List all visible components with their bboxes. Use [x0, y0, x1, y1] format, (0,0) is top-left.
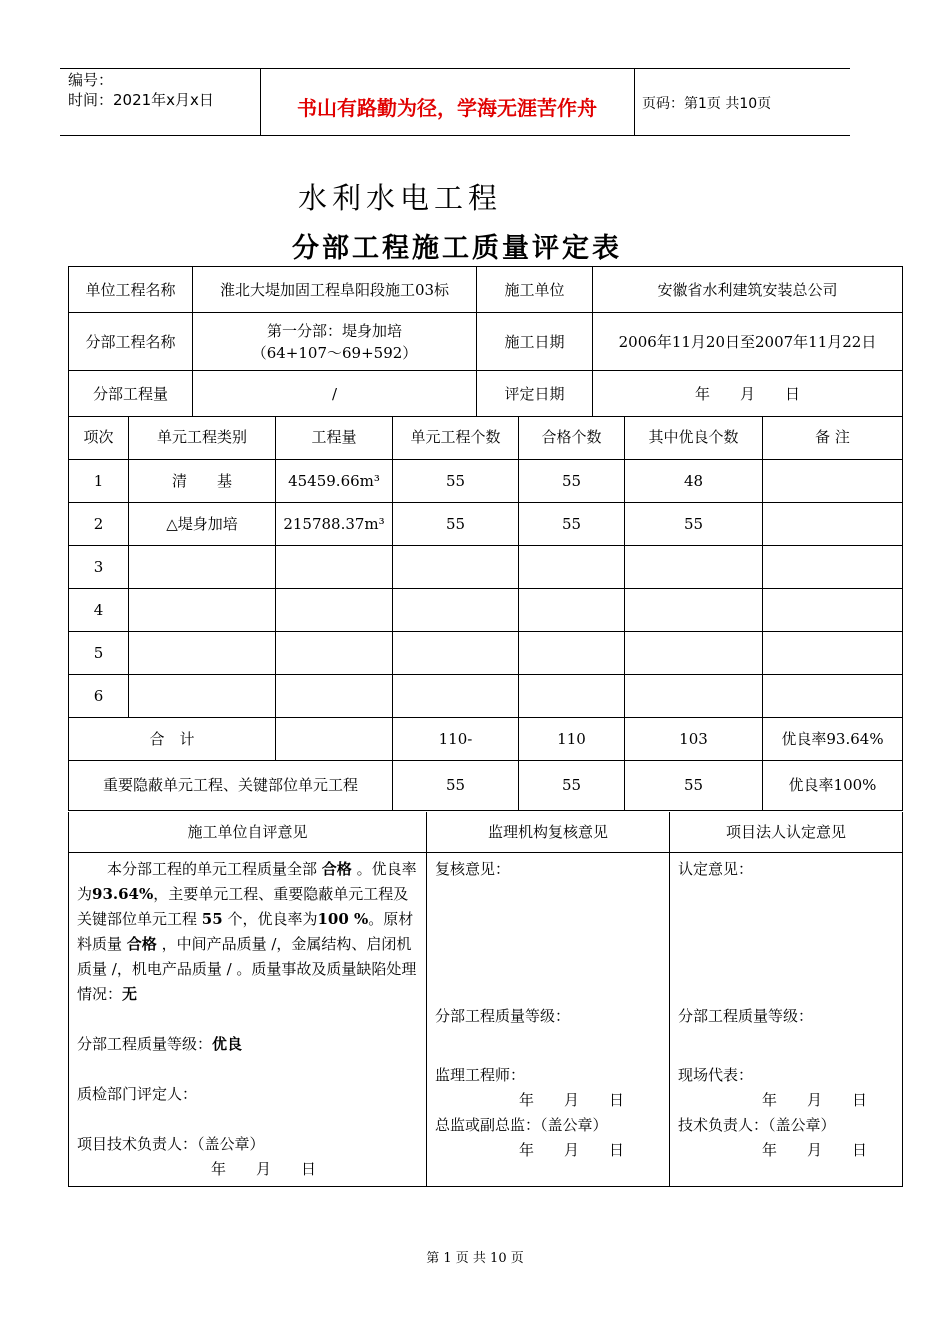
- cell: [763, 631, 903, 674]
- cell: 45459.66m³: [276, 459, 393, 502]
- total-label: 合 计: [69, 717, 276, 760]
- self-grade: 分部工程质量等级：优良: [77, 1034, 243, 1053]
- sub-name-line2: （64+107～69+592）: [251, 343, 418, 362]
- build-date-value: 2006年11月20日至2007年11月22日: [593, 313, 903, 371]
- contractor-label: 施工单位: [477, 267, 593, 313]
- supervision-title: 监理机构复核意见: [427, 812, 670, 852]
- cell: [129, 631, 276, 674]
- cell: [763, 674, 903, 717]
- sup-review: 复核意见：: [435, 859, 511, 878]
- sub-name-line1: 第一分部：堤身加培: [266, 321, 402, 340]
- sub-name-value: [193, 313, 477, 371]
- cell: 110: [519, 717, 625, 760]
- header-page-info: 页码：第1页 共10页: [642, 96, 772, 112]
- self-eval-title: 施工单位自评意见: [69, 812, 427, 852]
- col-header: 单元工程类别: [129, 416, 276, 459]
- cell: [276, 588, 393, 631]
- header-top-rule: [60, 68, 850, 69]
- cell: 110-: [393, 717, 519, 760]
- cell: 55: [519, 459, 625, 502]
- doc-title-line2: 分部工程施工质量评定表: [292, 233, 622, 264]
- col-header: 工程量: [276, 416, 393, 459]
- cell: 优良率93.64%: [763, 717, 903, 760]
- key-row: [69, 760, 903, 810]
- cell: 优良率100%: [763, 760, 903, 810]
- cell: 3: [69, 545, 129, 588]
- doc-title-line1: 水利水电工程: [298, 181, 503, 215]
- cell: [625, 545, 763, 588]
- cell: [625, 674, 763, 717]
- cell: [129, 545, 276, 588]
- owner-title: 项目法人认定意见: [670, 812, 903, 852]
- col-header: 备 注: [763, 416, 903, 459]
- cell: 215788.37m³: [276, 502, 393, 545]
- sup-date1: 年 月 日: [519, 1090, 625, 1109]
- cell: △堤身加培: [129, 502, 276, 545]
- sup-engineer: 监理工程师：: [435, 1065, 526, 1084]
- opinions-table: [68, 812, 903, 1187]
- cell: [625, 631, 763, 674]
- cell: [625, 588, 763, 631]
- own-rep: 现场代表：: [678, 1065, 754, 1084]
- cell: 1: [69, 459, 129, 502]
- cell: 55: [625, 502, 763, 545]
- cell: [276, 545, 393, 588]
- cell: 55: [625, 760, 763, 810]
- cell: [129, 674, 276, 717]
- cell: [276, 631, 393, 674]
- owner-cell: [670, 852, 903, 1186]
- cell: [519, 674, 625, 717]
- cell: 2: [69, 502, 129, 545]
- cell: [763, 588, 903, 631]
- cell: [519, 545, 625, 588]
- cell: [276, 674, 393, 717]
- supervision-cell: [427, 852, 670, 1186]
- own-date2: 年 月 日: [762, 1140, 868, 1159]
- cell: 清 基: [129, 459, 276, 502]
- sup-chief: 总监或副总监：（盖公章）: [435, 1115, 608, 1134]
- self-eval-cell: [69, 852, 427, 1186]
- items-header-row: [69, 416, 903, 459]
- cell: [763, 502, 903, 545]
- cell: [129, 588, 276, 631]
- contractor-value: 安徽省水利建筑安装总公司: [593, 267, 903, 313]
- col-header: 单元工程个数: [393, 416, 519, 459]
- sup-date2: 年 月 日: [519, 1140, 625, 1159]
- items-table: [68, 416, 903, 811]
- cell: [393, 674, 519, 717]
- cell: [519, 588, 625, 631]
- self-inspector: 质检部门评定人：: [77, 1084, 198, 1103]
- own-tech: 技术负责人：（盖公章）: [678, 1115, 836, 1134]
- page-footer: 第 1 页 共 10 页: [426, 1251, 524, 1266]
- self-tech-lead: 项目技术负责人：（盖公章）: [77, 1134, 265, 1153]
- header-divider: [634, 68, 635, 135]
- own-confirm: 认定意见：: [678, 859, 754, 878]
- table-row: [69, 459, 903, 502]
- cell: [393, 545, 519, 588]
- key-label: 重要隐蔽单元工程、关键部位单元工程: [69, 760, 393, 810]
- time-label: 时间：2021年x月x日: [68, 91, 214, 109]
- table-row: [69, 631, 903, 674]
- cell: 103: [625, 717, 763, 760]
- col-header: 合格个数: [519, 416, 625, 459]
- col-header: 项次: [69, 416, 129, 459]
- header-meta: [68, 70, 214, 110]
- col-header: 其中优良个数: [625, 416, 763, 459]
- cell: 4: [69, 588, 129, 631]
- header-bottom-rule: [60, 135, 850, 136]
- build-date-label: 施工日期: [477, 313, 593, 371]
- eval-date-label: 评定日期: [477, 371, 593, 417]
- table-row: [69, 588, 903, 631]
- cell: [393, 588, 519, 631]
- self-date: 年 月 日: [211, 1159, 317, 1178]
- cell: 55: [519, 502, 625, 545]
- own-date1: 年 月 日: [762, 1090, 868, 1109]
- info-table: [68, 266, 903, 417]
- unit-name-value: 淮北大堤加固工程阜阳段施工03标: [193, 267, 477, 313]
- cell: 55: [519, 760, 625, 810]
- cell: [276, 717, 393, 760]
- table-row: [69, 502, 903, 545]
- cell: 55: [393, 502, 519, 545]
- sup-grade: 分部工程质量等级：: [435, 1006, 571, 1025]
- quantity-value: /: [193, 371, 477, 417]
- cell: [763, 459, 903, 502]
- total-row: [69, 717, 903, 760]
- self-eval-paragraph: 本分部工程的单元工程质量全部 合格 。优良率为93.64%，主要单元工程、重要隐蔽单元工程及关键部位单元工程 55 个，优良率为100 %。原材料质量 合格 ，中间产品质量 /，金属结构、启闭机质量 /，机电产品质量 / 。质量事故及质量缺陷处理情况：无: [77, 859, 417, 1003]
- eval-date-value: 年 月 日: [593, 371, 903, 417]
- cell: [763, 545, 903, 588]
- quantity-label: 分部工程量: [69, 371, 193, 417]
- cell: 48: [625, 459, 763, 502]
- sub-name-label: 分部工程名称: [69, 313, 193, 371]
- cell: 5: [69, 631, 129, 674]
- own-grade: 分部工程质量等级：: [678, 1006, 814, 1025]
- cell: [393, 631, 519, 674]
- header-motto: 书山有路勤为径，学海无涯苦作舟: [297, 96, 597, 120]
- cell: 6: [69, 674, 129, 717]
- unit-name-label: 单位工程名称: [69, 267, 193, 313]
- cell: 55: [393, 760, 519, 810]
- cell: 55: [393, 459, 519, 502]
- serial-label: 编号：: [68, 71, 114, 89]
- cell: [519, 631, 625, 674]
- table-row: [69, 545, 903, 588]
- table-row: [69, 674, 903, 717]
